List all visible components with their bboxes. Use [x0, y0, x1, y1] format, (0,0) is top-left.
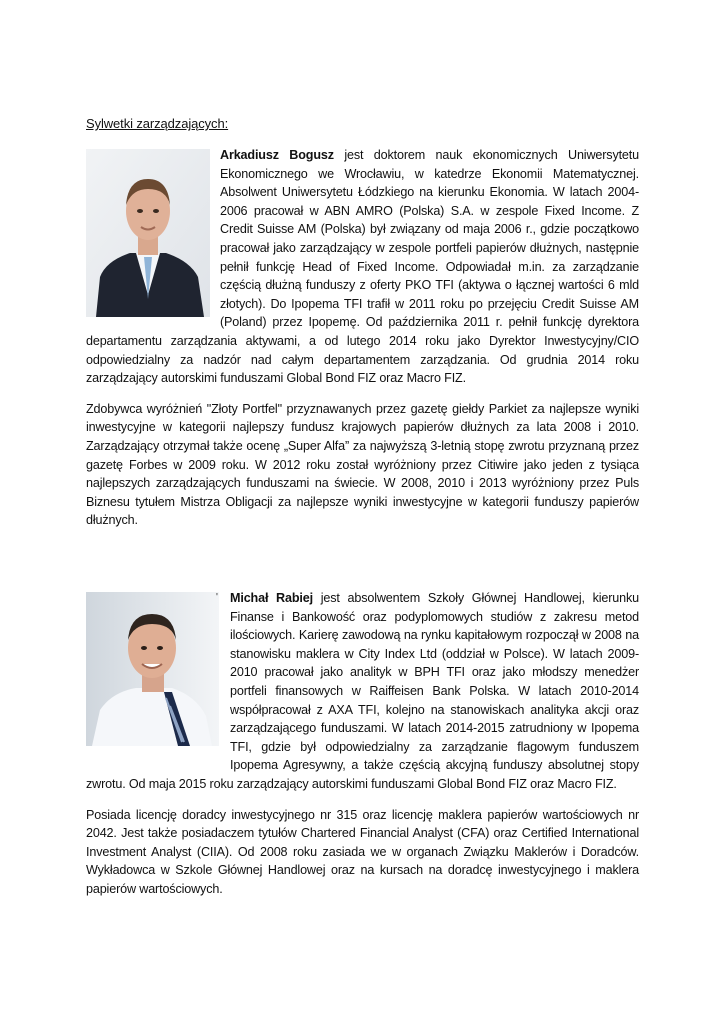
person-name: Michał Rabiej	[230, 591, 313, 605]
section-heading: Sylwetki zarządzających:	[86, 116, 229, 131]
person-name: Arkadiusz Bogusz	[220, 148, 334, 162]
awards-paragraph: Zdobywca wyróżnień "Złoty Portfel" przyznawanych przez gazetę giełdy Parkiet za najlepsze wyniki inwestycyjne w kategorii najlepszy fundusz krajowych papierów dłużnych za lata 2008 i 2010. Zarządzający otrzymał także ocenę „Super Alfa” za najwyższą 3-letnią stopę zwrotu przyznaną przez gazetę Forbes w 2009 roku. W 2012 roku został wyróżniony przez Citiwire jako jeden z tysiąca najlepszych zarządzających funduszami na świecie. W 2008, 2010 i 2013 wyróżniony przez Puls Biznesu tytułem Mistrza Obligacji za najlepsze wyniki inwestycyjne w kategorii funduszy papierów dłużnych.	[86, 401, 639, 528]
bio-text: jest absolwentem Szkoły Głównej Handlowej, kierunku Finanse i Bankowość oraz podyplomowych studiów z zakresu metod ilościowych. Karierę zawodową na rynku kapitałowym rozpoczął w 2008 na stanowisku maklera w City Index Ltd (oddział w Polsce). W latach 2009-2010 pracował jako analityk w BPH TFI oraz jako młodszy menedżer portfeli finansowych w Raiffeisen Bank Polska. W latach 2010-2014 współpracował z AXA TFI, kolejno na stanowiskach analityka akcji oraz zarządzającego funduszami. W latach 2014-2015 zatrudniony w Ipopema TFI, gdzie był odpowiedzialny za zarządzanie flagowym funduszem Ipopema Agresywny, a także częścią akcyjną funduszy absolutnej stopy zwrotu. Od maja 2015 roku zarządzający autorskimi funduszami Global Bond FIZ oraz Macro FIZ.	[86, 591, 639, 791]
bio-text: jest doktorem nauk ekonomicznych Uniwersytetu Ekonomicznego we Wrocławiu, w katedrze Ekonomii Matematycznej. Absolwent Uniwersytetu Łódzkiego na kierunku Ekonomia. W latach 2004-2006 pracował w ABN AMRO (Polska) S.A. w zespole Fixed Income. Z Credit Suisse AM (Polska) był związany od maja 2006 r., gdzie początkowo pracował jako zarządzający w zespole portfeli papierów dłużnych, następnie pełnił funkcję Head of Fixed Income. Odpowiadał m.in. za zarządzanie częścią dłużną funduszy z oferty PKO TFI (aktywa o łącznej wartości 6 mld złotych). Do Ipopema TFI trafił w 2011 roku po przejęciu Credit Suisse AM (Poland) przez Ipopemę. Od października 2011 r. pełnił funkcję dyrektora departamentu zarządzania aktywami, a od lutego 2014 roku jako Dyrektor Inwestycyjny/CIO odpowiedzialny za nadzór nad całym departamentem zarządzania. Od grudnia 2014 roku zarządzający autorskimi funduszami Global Bond FIZ oraz Macro FIZ.	[86, 148, 639, 386]
bio-paragraph	[86, 589, 639, 794]
stray-mark: '	[216, 592, 218, 603]
licenses-paragraph: Posiada licencję doradcy inwestycyjnego nr 315 oraz licencję maklera papierów wartościowych nr 2042. Jest także posiadaczem tytułów Chartered Financial Analyst (CFA) oraz Certified International Investment Analyst (CIIA). Od 2008 roku zasiada we w organach Związku Maklerów i Doradców. Wykładowca w Szkole Głównej Handlowej oraz na kursach na doradcę inwestycyjnego i maklera papierów wartościowych.	[86, 807, 639, 896]
bio-block-2	[86, 589, 639, 899]
bio-paragraph	[86, 146, 639, 388]
bio-block-1	[86, 146, 639, 530]
